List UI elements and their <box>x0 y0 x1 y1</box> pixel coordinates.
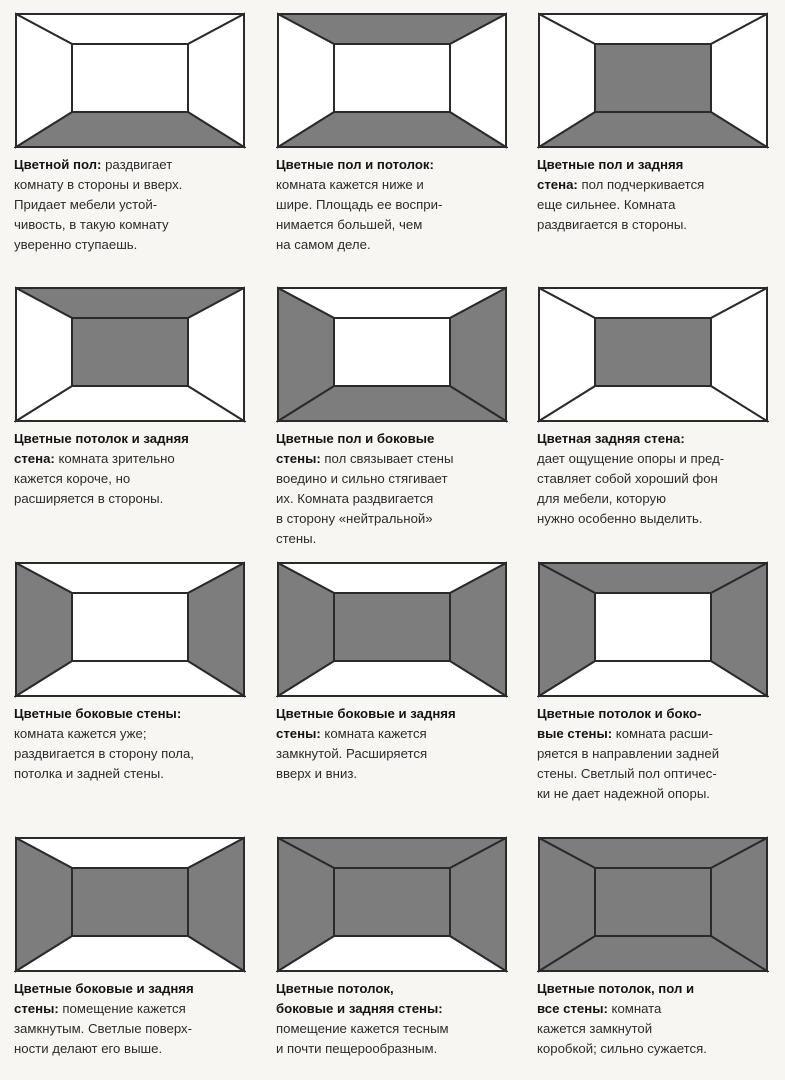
room-diagram <box>14 561 246 698</box>
caption-title: Цветные пол и потолок: <box>276 157 434 172</box>
caption-title: Цветная задняя стена: <box>537 431 685 446</box>
caption-text: комната кажется замкнутой. Расширяется вверх и вниз. <box>276 726 428 781</box>
room-back-surface <box>72 318 188 386</box>
room-caption <box>537 429 782 529</box>
room-caption <box>537 704 782 804</box>
room-card <box>537 836 782 1059</box>
room-caption <box>14 429 259 509</box>
room-diagram <box>14 12 246 149</box>
room-diagram <box>14 836 246 973</box>
room-back-surface <box>595 868 711 936</box>
room-card <box>276 286 521 549</box>
caption-title: Цветные боковые и задняя стены: <box>14 981 194 1016</box>
caption-text: комната расши- ряется в направлении задней стены. Светлый пол оптичес- ки не дает надежной опоры. <box>537 726 720 801</box>
caption-text: раздвигает комнату в стороны и вверх. Придает мебели устой- чивость, в такую комнату уверенно ступаешь. <box>14 157 183 252</box>
room-card <box>14 836 259 1059</box>
caption-text: комната зрительно кажется короче, но расширяется в стороны. <box>14 451 175 506</box>
room-diagram <box>537 561 769 698</box>
room-caption <box>276 704 521 784</box>
room-back-surface <box>72 868 188 936</box>
room-card <box>276 12 521 255</box>
room-back-surface <box>595 44 711 112</box>
room-card <box>14 561 259 784</box>
room-caption <box>14 704 259 784</box>
caption-title: Цветные пол и задняя стена: <box>537 157 684 192</box>
room-card <box>276 836 521 1059</box>
caption-title: Цветные пол и боковые стены: <box>276 431 435 466</box>
caption-title: Цветные потолок и боко- вые стены: <box>537 706 702 741</box>
room-diagram <box>276 561 508 698</box>
room-diagram <box>537 286 769 423</box>
room-back-surface <box>334 318 450 386</box>
room-diagram <box>276 836 508 973</box>
room-caption <box>14 979 259 1059</box>
room-back-surface <box>334 44 450 112</box>
room-diagram <box>537 836 769 973</box>
caption-title: Цветные потолок, боковые и задняя стены: <box>276 981 443 1016</box>
caption-title: Цветные боковые стены: <box>14 706 182 721</box>
room-diagram <box>276 286 508 423</box>
caption-text: помещение кажется тесным и почти пещерообразным. <box>276 1021 449 1056</box>
caption-text: комната кажется уже; раздвигается в сторону пола, потолка и задней стены. <box>14 726 194 781</box>
room-back-surface <box>72 44 188 112</box>
caption-title: Цветные боковые и задняя стены: <box>276 706 456 741</box>
room-back-surface <box>595 593 711 661</box>
caption-text: пол связывает стены воедино и сильно стягивает их. Комната раздвигается в сторону «нейтральной» стены. <box>276 451 454 546</box>
caption-text: пол подчеркивается еще сильнее. Комната раздвигается в стороны. <box>537 177 705 232</box>
room-back-surface <box>334 593 450 661</box>
room-diagram <box>14 286 246 423</box>
caption-text: дает ощущение опоры и пред- ставляет собой хороший фон для мебели, которую нужно особенно выделить. <box>537 451 725 526</box>
room-card <box>537 561 782 804</box>
caption-title: Цветные потолок и задняя стена: <box>14 431 189 466</box>
caption-text: комната кажется ниже и шире. Площадь ее воспри- нимается большей, чем на самом деле. <box>276 177 443 252</box>
caption-text: комната кажется замкнутой коробкой; сильно сужается. <box>537 1001 707 1056</box>
room-card <box>14 12 259 255</box>
room-card <box>14 286 259 509</box>
room-caption <box>14 155 259 255</box>
caption-title: Цветные потолок, пол и все стены: <box>537 981 695 1016</box>
room-back-surface <box>72 593 188 661</box>
room-caption <box>537 979 782 1059</box>
room-back-surface <box>334 868 450 936</box>
room-caption <box>276 429 521 549</box>
room-card <box>537 286 782 529</box>
room-card <box>276 561 521 784</box>
room-caption <box>276 155 521 255</box>
room-caption <box>276 979 521 1059</box>
room-diagram <box>537 12 769 149</box>
room-diagram <box>276 12 508 149</box>
caption-title: Цветной пол: <box>14 157 102 172</box>
caption-text: помещение кажется замкнутым. Светлые поверх- ности делают его выше. <box>14 1001 193 1056</box>
room-back-surface <box>595 318 711 386</box>
room-card <box>537 12 782 235</box>
room-caption <box>537 155 782 235</box>
